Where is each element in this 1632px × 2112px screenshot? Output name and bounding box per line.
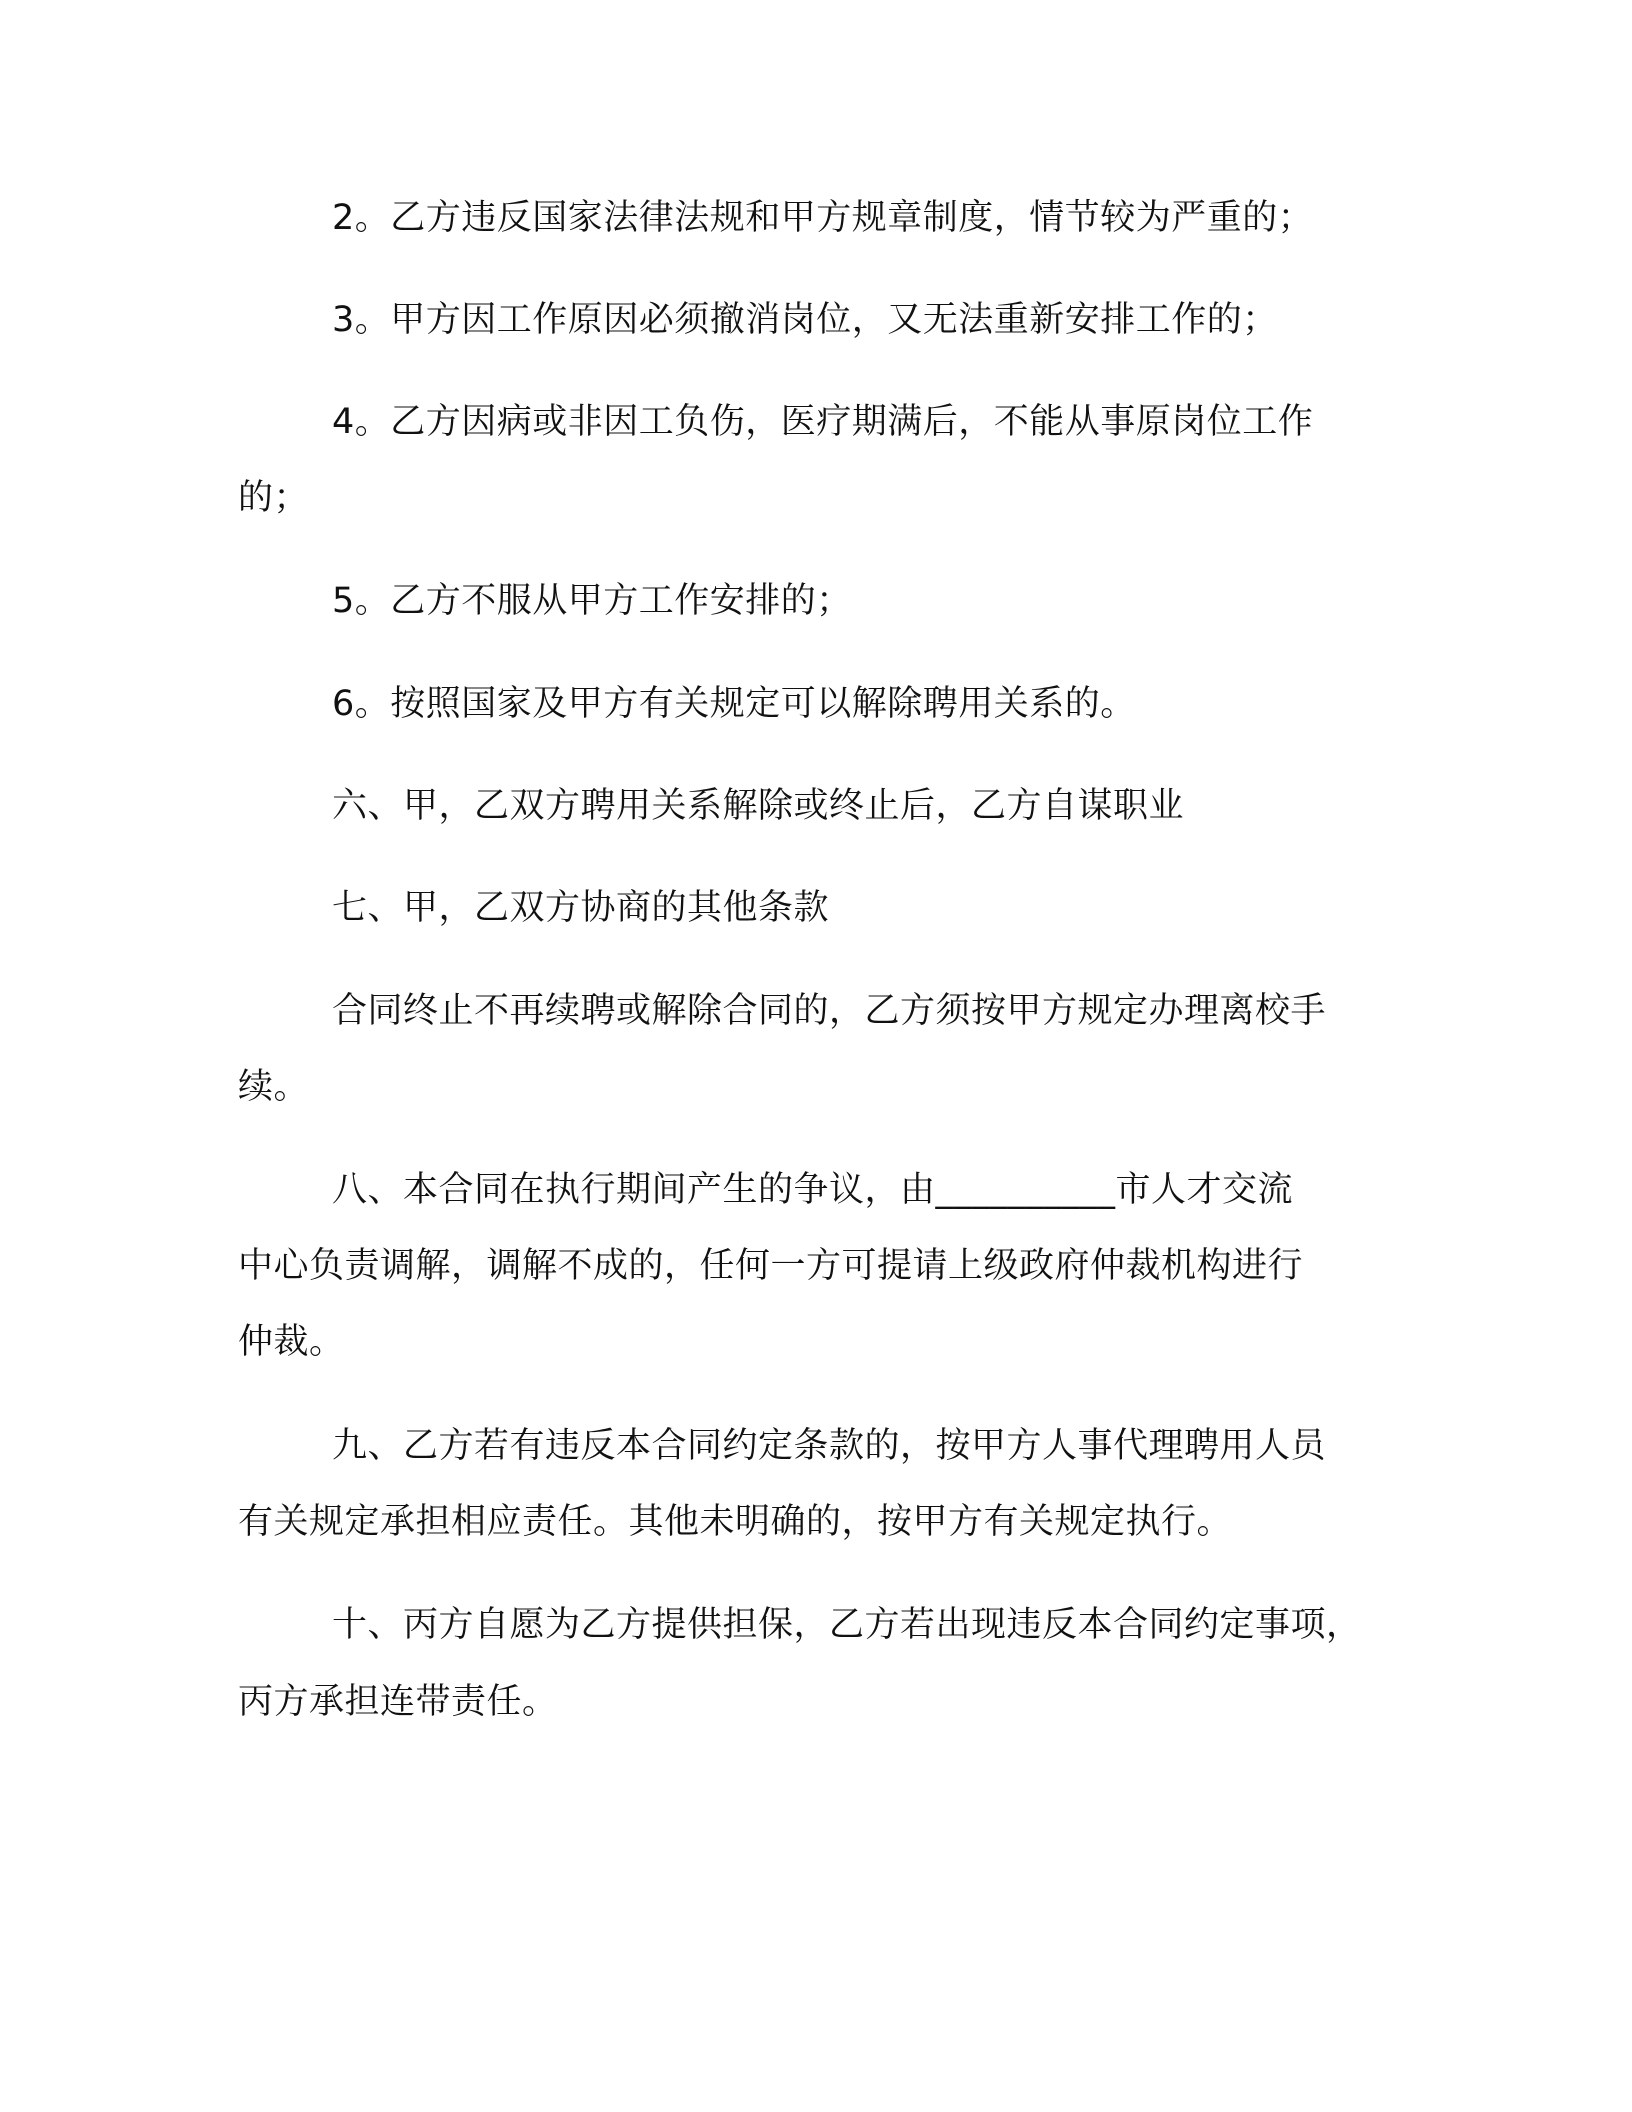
section-8-line-1: 八、本合同在执行期间产生的争议，由__________市人才交流 [332, 1170, 1294, 1210]
section-7-line-1: 七、甲，乙双方协商的其他条款 [332, 888, 830, 928]
clause-3-line-1: 3。甲方因工作原因必须撤消岗位，又无法重新安排工作的； [332, 300, 1278, 340]
clause-5-line-1: 5。乙方不服从甲方工作安排的； [332, 581, 852, 621]
section-6-line-1: 六、甲，乙双方聘用关系解除或终止后，乙方自谋职业 [332, 786, 1185, 826]
section-9-line-1: 九、乙方若有违反本合同约定条款的，按甲方人事代理聘用人员 [332, 1426, 1327, 1466]
termination-line-2: 续。 [238, 1067, 310, 1107]
section-10-line-2: 丙方承担连带责任。 [238, 1682, 558, 1722]
termination-line-1: 合同终止不再续聘或解除合同的，乙方须按甲方规定办理离校手 [332, 991, 1327, 1031]
clause-2-line-1: 2。乙方违反国家法律法规和甲方规章制度，情节较为严重的； [332, 198, 1314, 238]
section-8-line-3: 仲裁。 [238, 1322, 345, 1362]
clause-6-line-1: 6。按照国家及甲方有关规定可以解除聘用关系的。 [332, 684, 1136, 724]
section-9-line-2: 有关规定承担相应责任。其他未明确的，按甲方有关规定执行。 [238, 1502, 1233, 1542]
clause-4-line-1: 4。乙方因病或非因工负伤，医疗期满后，不能从事原岗位工作 [332, 402, 1314, 442]
section-8-line-2: 中心负责调解，调解不成的，任何一方可提请上级政府仲裁机构进行 [238, 1246, 1304, 1286]
clause-4-line-2: 的； [238, 478, 310, 518]
section-10-line-1: 十、丙方自愿为乙方提供担保，乙方若出现违反本合同约定事项， [332, 1605, 1362, 1645]
